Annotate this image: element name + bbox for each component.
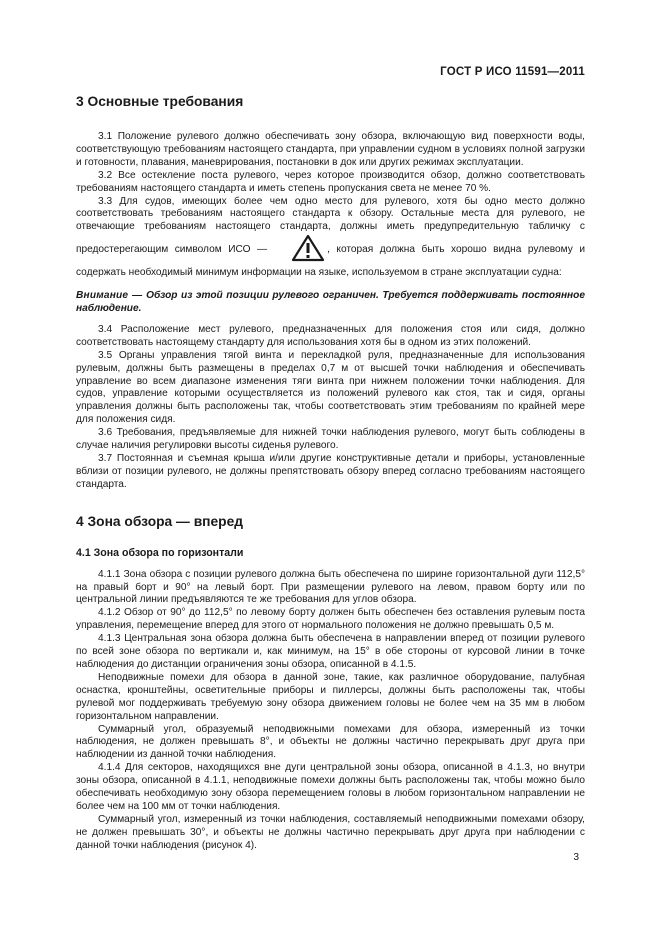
warning-note — [76, 290, 585, 316]
paragraph-3-2: 3.2 Все остекление поста рулевого, через которое производится обзор, должно соответствовать требованиям настоящего стандарта и иметь степень пропускания света не менее 70 %. — [76, 169, 585, 194]
paragraph-4-1-2: 4.1.2 Обзор от 90° до 112,5° по левому борту должен быть обеспечен без оставления рулевым поста управления, перемещение вперед для этого от нормального положения не должно превышать 0,5 м. — [76, 607, 585, 632]
paragraph-total-angle-2: Суммарный угол, измеренный из точки наблюдения, составляемый неподвижными помехами обзору, не должен превышать 30°, и объекты не должны частично перекрывать друг друга при наблюдении с данной точки наблюдения (рисунок 4). — [76, 813, 585, 851]
page-number: 3 — [573, 852, 579, 863]
paragraph-4-1-3: 4.1.3 Центральная зона обзора должна быть обеспечена в направлении вперед от позиции рулевого по всей зоне обзора по вертикали и, как минимум, на 15° в обе стороны от курсовой линии в точке наблюдения до дистанции ограничения зоны обзора, описанной в 4.1.5. — [76, 633, 585, 670]
paragraph-total-angle-1: Суммарный угол, образуемый неподвижными помехами для обзора, измеренный из точки наблюдения, не должен превышать 8°, и объекты не должны частично перекрывать друг друга при наблюдении из данной точки наблюдения. — [76, 723, 585, 761]
warning-triangle-icon — [269, 234, 325, 267]
paragraph-fixed-obstacles: Неподвижные помехи для обзора в данной зоне, такие, как различное оборудование, палубная оснастка, кронштейны, осветительные приборы и пиллерсы, должны быть расположены так, чтобы рулевой мог поддерживать требуемую зону обзора движением головы не более чем на 35 мм в любом горизонтальном направлении. — [76, 671, 585, 722]
document-header: ГОСТ Р ИСО 11591—2011 — [440, 66, 585, 78]
paragraph-3-6: 3.6 Требования, предъявляемые для нижней точки наблюдения рулевого, могут быть соблюдены в случае наличия регулировки высоты сиденья рулевого. — [76, 427, 585, 452]
subsection-4-1-title: 4.1 Зона обзора по горизонтали — [76, 546, 244, 559]
section-3-title: 3 Основные требования — [76, 94, 244, 109]
warning-lead: Внимание — — [76, 290, 147, 302]
paragraph-3-3-part-a: 3.3 Для судов, имеющих более чем одно место для рулевого, хотя бы одно место должно соответствовать требованиям настоящего стандарта к обзору. Остальные места для рулевого, не отвечающие требованиям настоящего стандарта, должны иметь предупредительную табличку с предостерегающим символом ИСО — — [76, 195, 585, 256]
paragraph-3-3-part-b: , которая должна быть хорошо видна рулевому и содержать необходимый минимум информации на языке, используемом в стране эксплуатации судна: — [76, 244, 585, 279]
paragraph-3-5: 3.5 Органы управления тягой винта и перекладкой руля, предназначенные для использования рулевым, должны быть размещены в пределах 0,7 м от высшей точки наблюдения и обеспечивать управление во всем диапазоне изменения тяги винта при нижнем положении точки наблюдения. Для судов, управление которыми осуществляется из положений рулевого как стоя, так и сидя, органы управления должны быть расположены так, чтобы соответствовать этим требованиям по крайней мере для положения сидя. — [76, 349, 585, 426]
paragraph-4-1-1: 4.1.1 Зона обзора с позиции рулевого должна быть обеспечена по ширине горизонтальной дуги 112,5° на правый борт и 90° на левый борт. При размещении рулевого на левом, правом борту или по центральной линии предъявляются те же требования для углов обзора. — [76, 568, 585, 606]
paragraph-3-1: 3.1 Положение рулевого должно обеспечивать зону обзора, включающую вид поверхности воды, соответствующую требованиям настоящего стандарта, при управлении судном в условиях полной загрузки и готовности, плавания, маневрирования, постановки в док или других режимах эксплуатации. — [76, 131, 585, 168]
page-content — [76, 94, 585, 853]
paragraph-3-7: 3.7 Постоянная и съемная крыша и/или другие конструктивные детали и приборы, установленные вблизи от позиции рулевого, не должны препятствовать обзору вперед согласно требованиям настоящего стандарта. — [76, 452, 585, 490]
warning-text: Обзор из этой позиции рулевого ограничен. Требуется поддерживать постоянное наблюдение. — [76, 290, 585, 314]
section-4-title: 4 Зона обзора — вперед — [76, 513, 244, 529]
paragraph-3-4: 3.4 Расположение мест рулевого, предназначенных для положения стоя или сидя, должно соответствовать настоящему стандарту для использования хотя бы в одном из этих положений. — [76, 323, 585, 348]
paragraph-4-1-4: 4.1.4 Для секторов, находящихся вне дуги центральной зоны обзора, описанной в 4.1.3, но внутри зоны обзора, описанной в 4.1.1, неподвижные помехи должны быть расположены так, чтобы можно было обеспечивать необходимую зону обзора перемещением головы в любом горизонтальном направлении не более чем на 100 мм от точки наблюдения. — [76, 762, 585, 812]
paragraph-3-3 — [76, 196, 585, 281]
